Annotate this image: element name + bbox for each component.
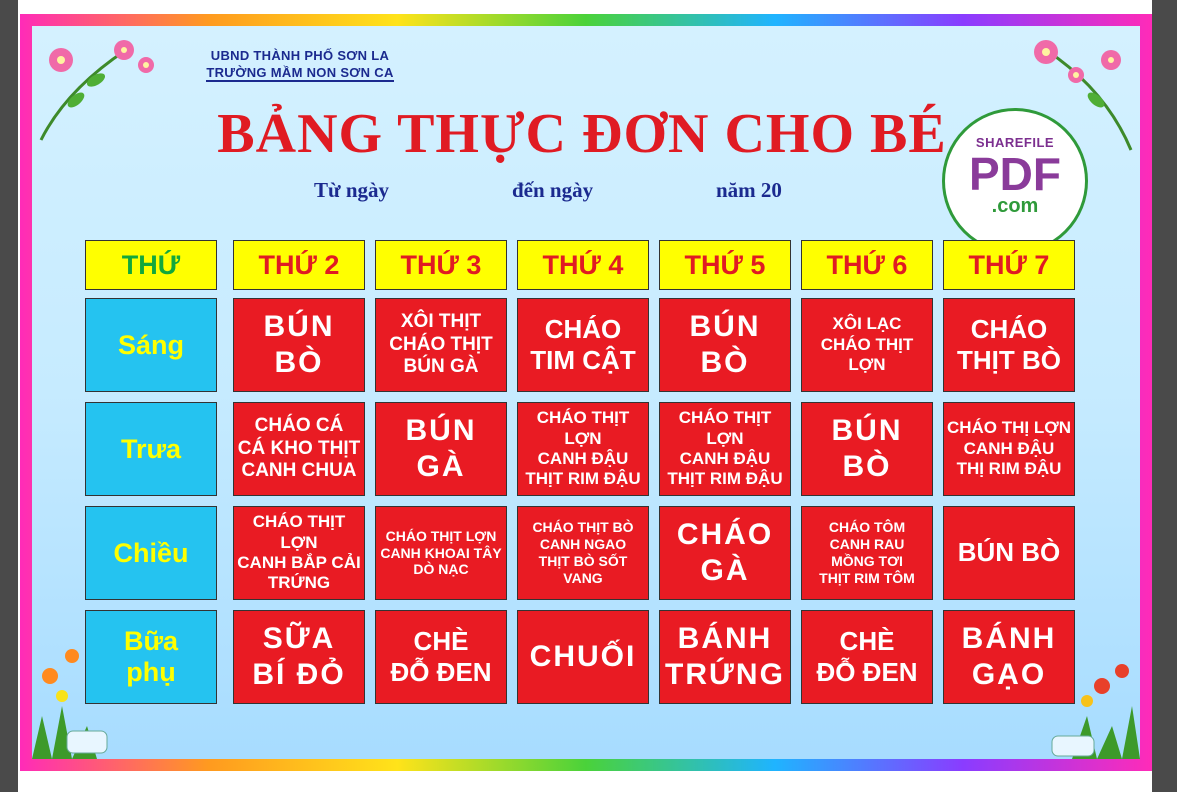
meal-cell (659, 506, 791, 600)
cell-line: CHÁO THỊT LỢN (385, 527, 497, 544)
day-header: THỨ 2 (233, 240, 365, 290)
cell-line: BÚN (405, 414, 477, 447)
meal-cell (943, 506, 1075, 600)
meal-time-label (85, 298, 217, 392)
cell-line: BÁNH (677, 622, 773, 655)
meal-cell (943, 298, 1075, 392)
meal-cell (517, 402, 649, 496)
meal-cell (943, 610, 1075, 704)
document-page (18, 0, 1152, 792)
cell-line: BÒ (842, 450, 892, 483)
watermark-bottom: .com (991, 195, 1039, 217)
cell-line: BÚN GÀ (403, 356, 479, 378)
cell-line: CHÁO THỊT BÒ (532, 519, 634, 536)
cell-line: CANH KHOAI TÂY (380, 544, 502, 561)
meal-cell (801, 402, 933, 496)
meal-cell (375, 402, 507, 496)
day-header: THỨ 5 (659, 240, 791, 290)
cell-line: DÒ NẠC (413, 561, 469, 578)
cell-line: CANH BẮP CẢI (237, 553, 361, 572)
cell-line: CHÁO THỊT (389, 333, 493, 355)
cell-line: CANH CHUA (241, 460, 357, 482)
cell-line: Trưa (120, 433, 182, 464)
school-header (180, 48, 420, 82)
meal-cell (233, 610, 365, 704)
meal-time-label (85, 402, 217, 496)
menu-poster (32, 26, 1140, 759)
day-header: THỨ 6 (801, 240, 933, 290)
cell-line: Sáng (117, 329, 184, 360)
cell-line: SỮA (262, 622, 336, 655)
cell-line: BÚN (263, 310, 335, 343)
meal-time-label (85, 506, 217, 600)
meal-cell (517, 298, 649, 392)
cell-line: CHÈ (413, 625, 469, 656)
meal-cell (801, 506, 933, 600)
cell-line: CANH ĐẬU (963, 438, 1055, 458)
cell-line: ĐỖ ĐEN (390, 657, 492, 687)
cell-line: CHÁO (544, 313, 622, 344)
date-from: Từ ngày (314, 178, 390, 202)
cell-line: CÁ KHO THỊT (237, 437, 361, 459)
page-title: BẢNG THỰC ĐƠN CHO BÉ (217, 103, 947, 165)
cell-line: XÔI THỊT (400, 310, 482, 332)
cell-line: GÀ (416, 450, 466, 483)
meal-cell (233, 402, 365, 496)
day-header: THỨ 4 (517, 240, 649, 290)
top-left-flower-icon (36, 30, 176, 150)
cell-line: GẠO (971, 658, 1047, 691)
cell-line: TIM CẬT (530, 345, 636, 375)
cell-line: CANH ĐẬU (679, 449, 771, 468)
date-year: năm 20 (716, 178, 782, 202)
cell-line: TRỨNG (267, 573, 331, 593)
cell-line: TRỨNG (665, 658, 785, 691)
cell-line: BÁNH (961, 622, 1057, 655)
meal-cell (517, 506, 649, 600)
watermark-mid: PDF (969, 148, 1061, 200)
meal-cell (659, 610, 791, 704)
cell-line: CHÁO THỊT LỢN (678, 408, 772, 448)
cell-line: CANH NGAO (539, 536, 627, 553)
meal-cell (375, 506, 507, 600)
cell-line: CHÁO THỊT LỢN (820, 334, 914, 375)
cell-line: CHÁO (676, 518, 774, 551)
cell-line: BÒ (274, 346, 324, 379)
meal-cell (375, 610, 507, 704)
cell-line: CHÈ (839, 625, 895, 656)
meal-cell (801, 610, 933, 704)
cell-line: CANH RAU (829, 536, 905, 553)
cell-line: BÚN (689, 310, 761, 343)
date-to: đến ngày (512, 178, 594, 202)
meal-cell (375, 298, 507, 392)
school-name: TRƯỜNG MẦM NON SƠN CA (206, 65, 394, 80)
day-header: THỨ 7 (943, 240, 1075, 290)
cell-line: XÔI LẠC (832, 314, 902, 334)
cell-line: THỊT RIM ĐẬU (525, 469, 641, 489)
meal-cell (517, 610, 649, 704)
cell-line: BÚN BÒ (957, 537, 1061, 568)
cell-line: THỊT BÒ (957, 345, 1061, 375)
cell-line: THỊT RIM ĐẬU (667, 469, 783, 489)
cell-line: BÚN (831, 414, 903, 447)
cell-line: CHUỐI (529, 640, 637, 673)
meal-cell (659, 402, 791, 496)
cell-line: ĐỖ ĐEN (816, 657, 918, 687)
cell-line: THỊT BÒ SỐT VANG (538, 553, 628, 586)
meal-cell (233, 298, 365, 392)
district-name: UBND THÀNH PHỐ SƠN LA (210, 48, 390, 63)
cell-line: MỒNG TƠI (831, 553, 903, 569)
cell-line: CHÁO THỊ LỢN (946, 418, 1072, 438)
cell-line: Bữa (123, 626, 179, 656)
cell-line: BÒ (700, 346, 750, 379)
cell-line: CANH ĐẬU (537, 449, 629, 468)
meal-cell (659, 298, 791, 392)
cell-line: CHÁO THỊT LỢN (536, 408, 630, 448)
meal-cell (233, 506, 365, 600)
watermark-top: SHAREFILE (975, 135, 1055, 150)
cell-line: THỊT RIM TÔM (819, 569, 915, 586)
corner-header: THỨ (85, 240, 217, 290)
cell-line: phụ (126, 657, 176, 687)
day-header: THỨ 3 (375, 240, 507, 290)
cell-line: CHÁO TÔM (828, 519, 906, 536)
cell-line: GÀ (700, 554, 750, 587)
meal-cell (943, 402, 1075, 496)
cell-line: BÍ ĐỎ (252, 658, 346, 691)
cell-line: CHÁO (970, 313, 1048, 344)
cell-line: CHÁO CÁ (254, 414, 344, 436)
meal-time-label (85, 610, 217, 704)
rainbow-border (20, 14, 1152, 771)
cell-line: Chiều (113, 537, 189, 568)
cell-line: CHÁO THỊT LỢN (252, 512, 346, 552)
meal-cell (801, 298, 933, 392)
cell-line: THỊ RIM ĐẬU (956, 459, 1062, 479)
watermark-badge (942, 108, 1088, 254)
